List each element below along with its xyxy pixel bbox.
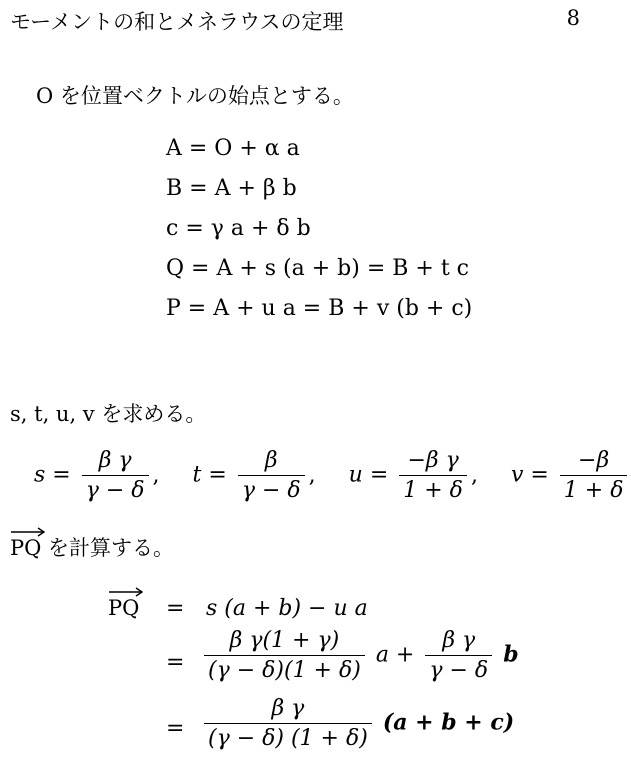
- line2-mid: a +: [375, 642, 415, 668]
- line2-frac1-denominator: (γ − δ)(1 + δ): [204, 655, 365, 683]
- compute-line: [10, 528, 174, 562]
- u-numerator: −β γ: [407, 448, 459, 473]
- t-fraction: [238, 448, 305, 503]
- line2-fraction-1: [204, 628, 365, 683]
- definition-b: B = A + β b: [166, 176, 297, 201]
- v-numerator: −β: [578, 448, 610, 473]
- v-fraction: [560, 448, 628, 503]
- derivation-rhs-3: [200, 696, 514, 751]
- u-lhs: u =: [348, 462, 389, 488]
- definition-c: c = γ a + δ b: [166, 216, 311, 241]
- line3-numerator: β γ: [271, 696, 305, 721]
- vector-arrow-icon: [10, 526, 46, 538]
- solve-text: s, t, u, v を求める。: [10, 402, 207, 426]
- line3-denominator: (γ − δ) (1 + δ): [204, 723, 372, 751]
- line2-fraction-2: [425, 628, 492, 683]
- vector-arrow-icon: [108, 586, 144, 598]
- u-denominator: 1 + δ: [399, 475, 467, 503]
- page-number: 8: [566, 6, 580, 30]
- pq-label: PQ: [108, 596, 140, 620]
- line3-tail: (a + b + c): [382, 709, 515, 736]
- s-lhs: s =: [34, 462, 71, 488]
- t-denominator: γ − δ: [238, 475, 305, 503]
- s-numerator: β γ: [98, 448, 132, 473]
- definition-p: P = A + u a = B + v (b + c): [166, 296, 473, 321]
- compute-text: を計算する。: [48, 536, 175, 560]
- u-fraction: [399, 448, 467, 503]
- s-denominator: γ − δ: [82, 475, 149, 503]
- derivation-rhs-2: [200, 628, 519, 683]
- page-title: モーメントの和とメネラウスの定理: [10, 10, 344, 34]
- derivation-eq-3: =: [166, 716, 185, 741]
- line2-tail: b: [503, 641, 519, 668]
- definition-a: A = O + α a: [166, 136, 300, 161]
- s-fraction: [82, 448, 149, 503]
- line3-fraction: [204, 696, 372, 751]
- solutions-row: s = $\frac{\text{β γ}}{\gamma - \delta}$ , t = $\frac{\beta}{\gamma - \delta}$ , u = $\frac{\text{−β γ}}{1 + \delta}$ , v = $\frac{-\beta}{1 + \delta}$: [34, 448, 631, 503]
- t-numerator: β: [264, 448, 278, 473]
- line2-frac1-numerator: β γ(1 + γ): [229, 628, 340, 653]
- derivation-eq-2: =: [166, 650, 185, 675]
- derivation-rhs-1: s (a + b) − u a: [206, 596, 368, 621]
- derivation-lhs: [108, 588, 139, 620]
- line2-frac2-numerator: β γ: [442, 628, 476, 653]
- line2-frac2-denominator: γ − δ: [425, 655, 492, 683]
- definition-q: Q = A + s (a + b) = B + t c: [166, 256, 469, 281]
- pq-vector: [10, 528, 41, 560]
- t-lhs: t =: [192, 462, 227, 488]
- v-denominator: 1 + δ: [560, 475, 628, 503]
- intro-text: O を位置ベクトルの始点とする。: [36, 84, 354, 108]
- pq-vector-derivation: [108, 588, 139, 620]
- derivation-eq-1: =: [166, 596, 185, 621]
- pq-label: PQ: [10, 536, 42, 560]
- v-lhs: v =: [510, 462, 549, 488]
